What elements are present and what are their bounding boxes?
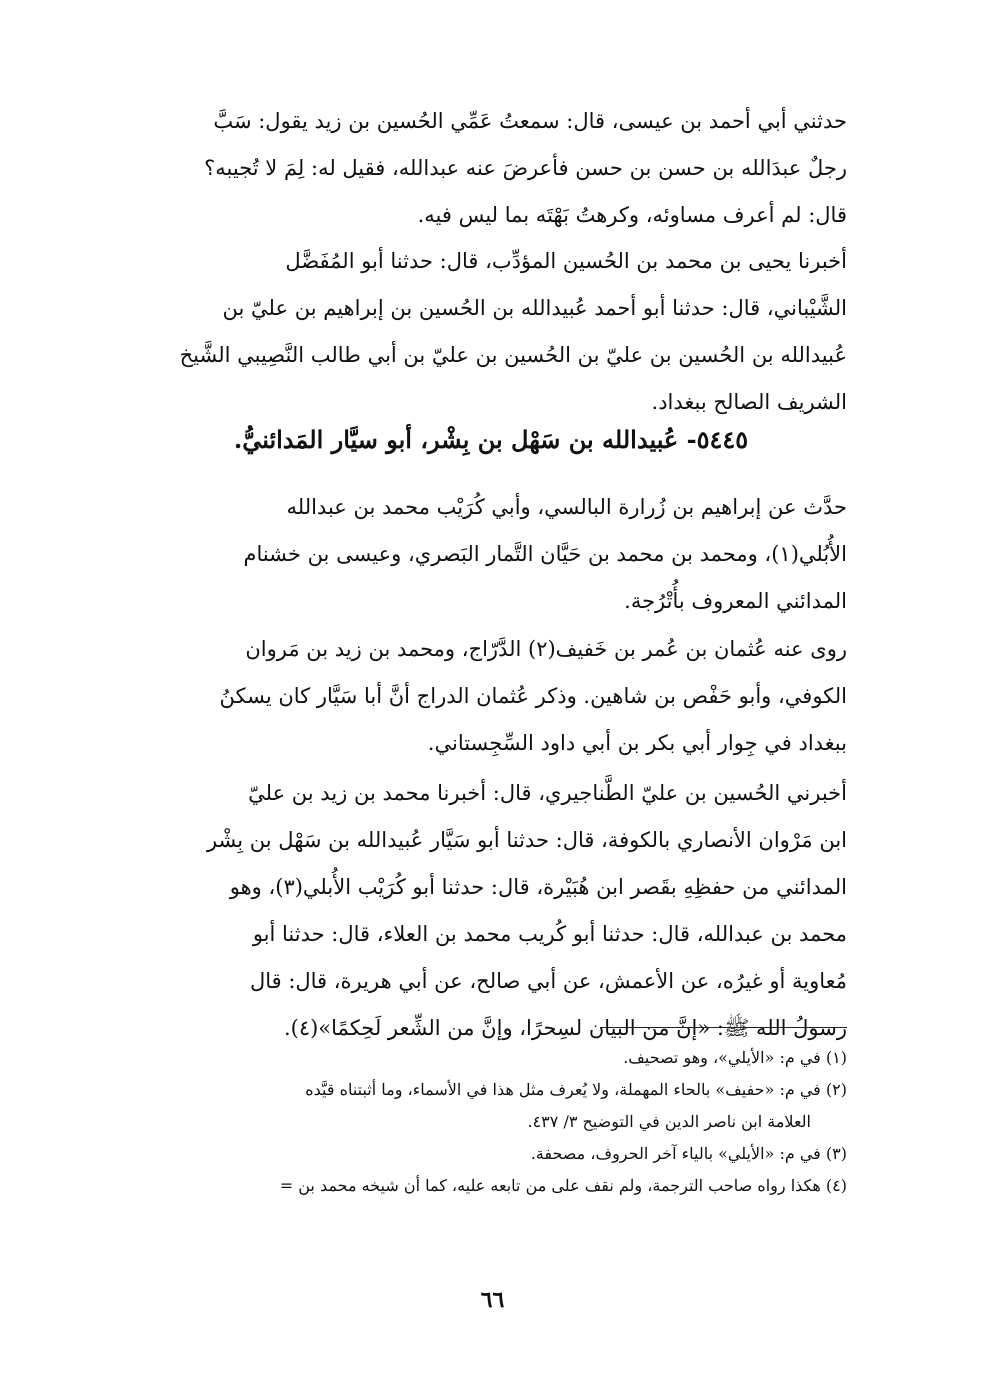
text-line: أخبرنا يحيى بن محمد بن الحُسين المؤدِّب، قال: حدثنا أبو المُفَضَّل: [285, 249, 847, 273]
footnote-text: في م: «الأيلي»، وهو تصحيف.: [623, 1048, 821, 1067]
footnote-label: (٢): [825, 1080, 847, 1099]
text-line: حدثني أبي أحمد بن عيسى، قال: سمعتُ عَمِّي الحُسين بن زيد يقول: سَبَّ: [213, 109, 847, 133]
text-line: أخبرني الحُسين بن عليّ الطَّناجيري، قال: أخبرنا محمد بن زيد بن عليّ: [248, 781, 847, 805]
footnote-4: [135, 1170, 847, 1202]
footnotes: [135, 1042, 847, 1202]
footnote-divider: [600, 1027, 847, 1028]
footnote-label: (٤): [825, 1176, 847, 1195]
text-line: الكوفي، وأبو حَفْص بن شاهين. وذكر عُثمان الدراج أنَّ أبا سَيَّار كان يسكنُ: [219, 684, 847, 708]
footnote-text: في م: «حفيف» بالحاء المهملة، ولا يُعرف مثل هذا في الأسماء، وما أثبتناه قيَّده: [305, 1080, 821, 1099]
footnote-label: (١): [825, 1048, 847, 1067]
text-line: ببغداد في جِوار أبي بكر بن أبي داود السِّجِستاني.: [427, 731, 847, 755]
paragraph-2: [135, 238, 847, 426]
footnote-text: في م: «الأيلي» بالياء آخر الحروف، مصحفة.: [530, 1144, 821, 1163]
text-line: المدائني من حفظِهِ بقَصر ابن هُبَيْرة، قال: حدثنا أبو كُرَيْب الأُبلي(٣)، وهو: [229, 875, 847, 899]
entry-heading: ٥٤٤٥- عُبيدالله بن سَهْل بن بِشْر، أبو سيَّار المَدائنيُّ.: [233, 425, 749, 454]
text-line: محمد بن عبدالله، قال: حدثنا أبو كُريب محمد بن العلاء، قال: حدثنا أبو: [252, 922, 847, 946]
page-number: ٦٦: [480, 1287, 505, 1313]
text-line: الشَّيْباني، قال: حدثنا أبو أحمد عُبيدالله بن الحُسين بن إبراهيم بن عليّ بن: [222, 296, 847, 320]
text-line: حدَّث عن إبراهيم بن زُرارة البالسي، وأبي كُرَيْب محمد بن عبدالله: [286, 495, 847, 519]
footnote-2-continued: [135, 1106, 847, 1138]
text-line: عُبيدالله بن الحُسين بن عليّ بن الحُسين بن عليّ بن أبي طالب النَّصِيبي الشَّيخ: [179, 343, 847, 367]
text-line: رسولُ الله ﷺ: «إنَّ من البيان لسِحرًا، وإنَّ من الشِّعر لَحِكمًا»(٤).: [283, 1016, 847, 1040]
footnote-label: (٣): [825, 1144, 847, 1163]
text-line: الأُبُلي(١)، ومحمد بن محمد بن حَيَّان التَّمار البَصري، وعيسى بن خشنام: [243, 542, 847, 566]
footnote-text: هكذا رواه صاحب الترجمة، ولم نقف على من تابعه عليه، كما أن شيخه محمد بن =: [279, 1176, 821, 1195]
text-line: ابن مَرْوان الأنصاري بالكوفة، قال: حدثنا أبو سَيَّار عُبيدالله بن سَهْل بن بِشْر: [206, 828, 847, 852]
footnote-text: العلامة ابن ناصر الدين في التوضيح ٣/ ٤٣٧.: [527, 1112, 811, 1131]
footnote-1: [135, 1042, 847, 1074]
text-line: رجلٌ عبدَالله بن حسن بن حسن فأعرضَ عنه عبدالله، فقيل له: لِمَ لا تُجيبه؟: [204, 156, 847, 180]
text-line: مُعاوية أو غيرُه، عن الأعمش، عن أبي صالح، عن أبي هريرة، قال: قال: [249, 969, 847, 993]
paragraph-5: [135, 770, 847, 1052]
text-line: المدائني المعروف بأُتْرُجة.: [624, 589, 847, 613]
footnote-3: [135, 1138, 847, 1170]
text-line: روى عنه عُثمان بن عُمر بن خَفيف(٢) الدَّرّاج، ومحمد بن زيد بن مَروان: [245, 637, 847, 661]
paragraph-1: [135, 98, 847, 239]
footnote-2: [135, 1074, 847, 1106]
paragraph-4: [135, 626, 847, 767]
text-line: الشريف الصالح ببغداد.: [651, 390, 847, 414]
text-line: قال: لم أعرف مساوئه، وكرهتُ بَهْتَه بما ليس فيه.: [417, 203, 847, 227]
paragraph-3: [135, 484, 847, 625]
